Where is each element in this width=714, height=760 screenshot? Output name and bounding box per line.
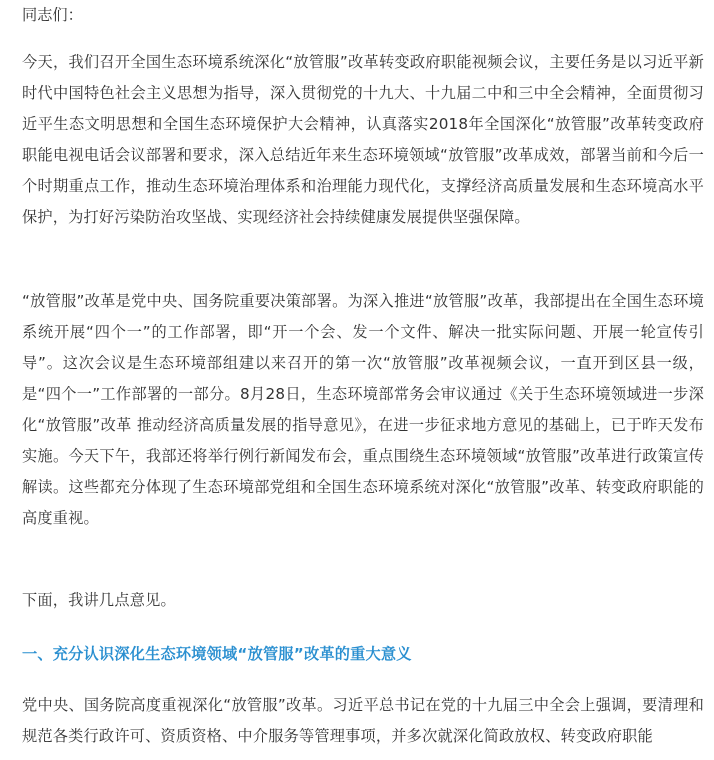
section-heading: 一、充分认识深化生态环境领域“放管服”改革的重大意义 <box>22 645 412 663</box>
paragraph-fangguanfu: “放管服”改革是党中央、国务院重要决策部署。为深入推进“放管服”改革，我部提出在全国生态环境系统开展“四个一”的工作部署，即“开一个会、发一个文件、解决一批实际问题、开展一轮宣传引导”。这次会议是生态环境部组建以来召开的第一次“放管服”改革视频会议，一直开到区县一级，是“四个一”工作部署的一部分。8月28日，生态环境部常务会审议通过《关于生态环境领域进一步深化“放管服”改革 推动经济高质量发展的指导意见》，在进一步征求地方意见的基础上，已于昨天发布实施。今天下午，我部还将举行例行新闻发布会，重点围绕生态环境领域“放管服”改革进行政策宣传解读。这些都充分体现了生态环境部党组和全国生态环境系统对深化“放管服”改革、转变政府职能的高度重视。 <box>22 292 704 527</box>
paragraph-section-1: 党中央、国务院高度重视深化“放管服”改革。习近平总书记在党的十九届三中全会上强调，要清理和规范各类行政许可、资质资格、中介服务等管理事项，并多次就深化简政放权、转变政府职能 <box>22 696 704 745</box>
greeting: 同志们： <box>22 6 83 24</box>
paragraph-transition: 下面，我讲几点意见。 <box>22 591 176 609</box>
paragraph-intro: 今天，我们召开全国生态环境系统深化“放管服”改革转变政府职能视频会议，主要任务是以习近平新时代中国特色社会主义思想为指导，深入贯彻党的十九大、十九届二中和三中全会精神，全面贯彻习近平生态文明思想和全国生态环境保护大会精神，认真落实2018年全国深化“放管服”改革转变政府职能电视电话会议部署和要求，深入总结近年来生态环境领域“放管服”改革成效，部署当前和今后一个时期重点工作，推动生态环境治理体系和治理能力现代化，支撑经济高质量发展和生态环境高水平保护，为打好污染防治攻坚战、实现经济社会持续健康发展提供坚强保障。 <box>22 53 704 226</box>
